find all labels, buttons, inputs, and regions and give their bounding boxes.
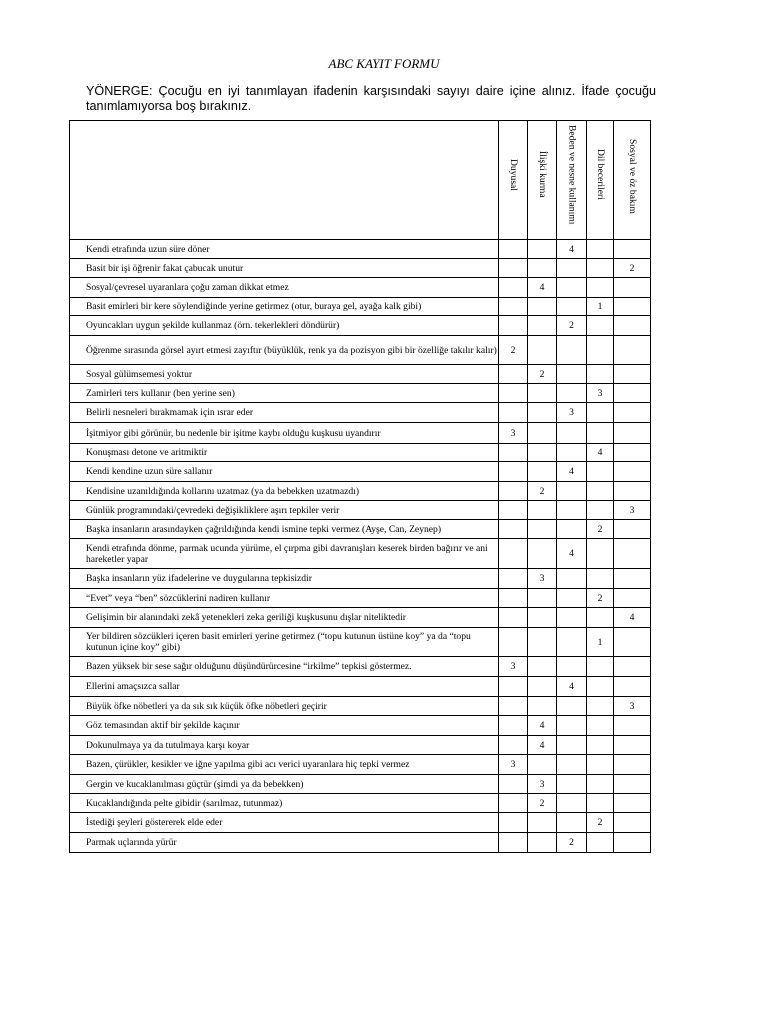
score-cell[interactable]: 4 (528, 716, 557, 736)
empty-cell (557, 736, 587, 755)
empty-cell (528, 298, 557, 316)
item-text: Bazen, çürükler, kesikler ve iğne yapılma gibi acı verici uyaranlara hiç tepki vermez (70, 755, 499, 775)
item-text: “Evet” veya “ben” sözcüklerini nadiren kullanır (70, 589, 499, 608)
empty-cell (528, 697, 557, 716)
empty-cell (499, 677, 528, 697)
empty-cell (587, 608, 614, 628)
empty-cell (587, 316, 614, 336)
table-row (70, 520, 651, 539)
item-text: Dokunulmaya ya da tutulmaya karşı koyar (70, 736, 499, 755)
column-label-beden-nesne: Beden ve nesne kullanımı (566, 125, 578, 225)
item-text: Parmak uçlarında yürür (70, 833, 499, 853)
header-sosyal-oz-bakim (614, 121, 651, 240)
empty-cell (557, 813, 587, 833)
table-row (70, 677, 651, 697)
empty-cell (587, 775, 614, 794)
item-text: Ellerini amaçsızca sallar (70, 677, 499, 697)
table-row (70, 657, 651, 677)
empty-cell (528, 501, 557, 520)
empty-cell (528, 677, 557, 697)
empty-cell (587, 403, 614, 423)
empty-cell (614, 755, 651, 775)
empty-cell (587, 716, 614, 736)
empty-cell (614, 775, 651, 794)
item-text: Kucaklandığında pelte gibidir (sarılmaz, tutunmaz) (70, 794, 499, 813)
empty-cell (499, 403, 528, 423)
empty-cell (587, 482, 614, 501)
table-row (70, 833, 651, 853)
empty-cell (499, 628, 528, 657)
item-text: Öğrenme sırasında görsel ayırt etmesi zayıftır (büyüklük, renk ya da pozisyon gibi bir özelliğe takılır kalır) (70, 336, 499, 365)
score-cell[interactable]: 3 (499, 423, 528, 444)
score-cell[interactable]: 2 (587, 520, 614, 539)
score-cell[interactable]: 3 (614, 501, 651, 520)
empty-cell (499, 775, 528, 794)
empty-cell (557, 520, 587, 539)
header-blank-cell (70, 121, 499, 240)
empty-cell (587, 423, 614, 444)
form-title: ABC KAYIT FORMU (328, 56, 440, 71)
empty-cell (614, 278, 651, 298)
item-text: Günlük programındaki/çevredeki değişikliklere aşırı tepkiler verir (70, 501, 499, 520)
empty-cell (614, 677, 651, 697)
empty-cell (587, 755, 614, 775)
empty-cell (499, 240, 528, 259)
abc-form-table (69, 120, 651, 853)
table-row (70, 403, 651, 423)
empty-cell (587, 336, 614, 365)
item-text: Kendi etrafında uzun süre döner (70, 240, 499, 259)
table-row (70, 813, 651, 833)
empty-cell (499, 539, 528, 569)
table-row (70, 608, 651, 628)
column-label-sosyal-oz-bakim: Sosyal ve öz bakım (627, 139, 638, 214)
table-row (70, 365, 651, 384)
empty-cell (587, 697, 614, 716)
empty-cell (587, 736, 614, 755)
empty-cell (528, 423, 557, 444)
header-beden-nesne (557, 121, 587, 240)
empty-cell (528, 813, 557, 833)
empty-cell (614, 240, 651, 259)
score-cell[interactable]: 1 (587, 298, 614, 316)
empty-cell (614, 833, 651, 853)
empty-cell (528, 316, 557, 336)
column-label-duyusal: Duyusal (508, 159, 519, 191)
instruction-line-1: YÖNERGE: Çocuğu en iyi tanımlayan ifadenin karşısındaki sayıyı daire içine alınız. İfade çocuğu (86, 84, 656, 98)
empty-cell (557, 444, 587, 462)
column-label-dil-becerileri: Dil becerileri (595, 149, 606, 200)
empty-cell (614, 628, 651, 657)
item-text: Kendi etrafında dönme, parmak ucunda yürüme, el çırpma gibi davranışları keserek birden bağırır ve ani hareketler yapar (70, 539, 499, 569)
empty-cell (528, 755, 557, 775)
score-cell[interactable]: 2 (614, 259, 651, 278)
empty-cell (528, 628, 557, 657)
empty-cell (587, 501, 614, 520)
empty-cell (499, 316, 528, 336)
empty-cell (557, 365, 587, 384)
empty-cell (557, 298, 587, 316)
score-cell[interactable]: 2 (499, 336, 528, 365)
empty-cell (614, 423, 651, 444)
header-duyusal (499, 121, 528, 240)
score-cell[interactable]: 1 (587, 628, 614, 657)
empty-cell (614, 736, 651, 755)
empty-cell (499, 501, 528, 520)
empty-cell (587, 657, 614, 677)
empty-cell (587, 833, 614, 853)
empty-cell (557, 501, 587, 520)
table-row (70, 697, 651, 716)
table-row (70, 716, 651, 736)
empty-cell (614, 336, 651, 365)
empty-cell (614, 813, 651, 833)
item-text: Göz temasından aktif bir şekilde kaçınır (70, 716, 499, 736)
empty-cell (499, 482, 528, 501)
item-text: Zamirleri ters kullanır (ben yerine sen) (70, 384, 499, 403)
empty-cell (614, 482, 651, 501)
score-cell[interactable]: 3 (528, 775, 557, 794)
table-row (70, 755, 651, 775)
empty-cell (499, 794, 528, 813)
empty-cell (499, 697, 528, 716)
empty-cell (557, 775, 587, 794)
item-text: Kendi kendine uzun süre sallanır (70, 462, 499, 482)
column-label-iliski-kurma: İlişki kurma (537, 151, 548, 198)
empty-cell (499, 298, 528, 316)
empty-cell (499, 736, 528, 755)
empty-cell (499, 520, 528, 539)
empty-cell (528, 657, 557, 677)
item-text: İstediği şeyleri göstererek elde eder (70, 813, 499, 833)
item-text: Sosyal gülümsemesi yoktur (70, 365, 499, 384)
table-row (70, 539, 651, 569)
table-row (70, 775, 651, 794)
instruction-line-2: tanımlamıyorsa boş bırakınız. (86, 99, 252, 113)
item-text: İşitmiyor gibi görünür, bu nedenle bir işitme kaybı olduğu kuşkusu uyandırır (70, 423, 499, 444)
empty-cell (499, 365, 528, 384)
empty-cell (499, 833, 528, 853)
item-text: Sosyal/çevresel uyaranlara çoğu zaman dikkat etmez (70, 278, 499, 298)
empty-cell (557, 697, 587, 716)
score-cell[interactable]: 2 (587, 813, 614, 833)
empty-cell (614, 794, 651, 813)
score-cell[interactable]: 4 (587, 444, 614, 462)
empty-cell (499, 384, 528, 403)
table-row (70, 278, 651, 298)
empty-cell (614, 462, 651, 482)
score-cell[interactable]: 3 (499, 657, 528, 677)
score-cell[interactable]: 3 (587, 384, 614, 403)
empty-cell (528, 444, 557, 462)
table-row (70, 336, 651, 365)
empty-cell (614, 716, 651, 736)
item-text: Kendisine uzanıldığında kollarını uzatmaz (ya da bebekken uzatmazdı) (70, 482, 499, 501)
table-row (70, 259, 651, 278)
empty-cell (557, 657, 587, 677)
table-row (70, 298, 651, 316)
empty-cell (499, 716, 528, 736)
empty-cell (499, 589, 528, 608)
empty-cell (614, 403, 651, 423)
empty-cell (528, 589, 557, 608)
table-row (70, 628, 651, 657)
table-row (70, 444, 651, 462)
instruction-text (86, 84, 656, 114)
score-cell[interactable]: 3 (614, 697, 651, 716)
empty-cell (528, 384, 557, 403)
item-text: Konuşması detone ve aritmiktir (70, 444, 499, 462)
header-row (70, 121, 651, 240)
item-text: Gergin ve kucaklanılması güçtür (şimdi ya da bebekken) (70, 775, 499, 794)
score-cell[interactable]: 3 (528, 569, 557, 589)
item-text: Bazen yüksek bir sese sağır olduğunu düşündürürcesine “irkilme” tepkisi göstermez. (70, 657, 499, 677)
score-cell[interactable]: 4 (557, 539, 587, 569)
empty-cell (587, 539, 614, 569)
empty-cell (499, 462, 528, 482)
score-cell[interactable]: 4 (557, 462, 587, 482)
header-dil-becerileri (587, 121, 614, 240)
empty-cell (557, 569, 587, 589)
score-cell[interactable]: 2 (528, 482, 557, 501)
table-row (70, 240, 651, 259)
item-text: Gelişimin bir alanındaki zekâ yetenekleri zeka geriliği kuşkusunu dışlar niteliktedir (70, 608, 499, 628)
table-row (70, 794, 651, 813)
empty-cell (557, 628, 587, 657)
empty-cell (614, 316, 651, 336)
empty-cell (557, 423, 587, 444)
score-cell[interactable]: 2 (557, 316, 587, 336)
empty-cell (587, 240, 614, 259)
score-cell[interactable]: 2 (528, 794, 557, 813)
empty-cell (557, 278, 587, 298)
empty-cell (528, 520, 557, 539)
score-cell[interactable]: 4 (528, 278, 557, 298)
table-row (70, 423, 651, 444)
empty-cell (528, 462, 557, 482)
item-text: Yer bildiren sözcükleri içeren basit emirleri yerine getirmez (“topu kutunun üstüne koy” ya da “topu kutunun içine koy” gibi) (70, 628, 499, 657)
empty-cell (528, 403, 557, 423)
score-cell[interactable]: 4 (557, 240, 587, 259)
empty-cell (557, 589, 587, 608)
table-row (70, 569, 651, 589)
empty-cell (557, 794, 587, 813)
score-cell[interactable]: 2 (557, 833, 587, 853)
empty-cell (557, 482, 587, 501)
empty-cell (614, 365, 651, 384)
item-text: Basit emirleri bir kere söylendiğinde yerine getirmez (otur, buraya gel, ayağa kalk gibi) (70, 298, 499, 316)
empty-cell (499, 278, 528, 298)
empty-cell (557, 259, 587, 278)
table-row (70, 501, 651, 520)
score-cell[interactable]: 2 (587, 589, 614, 608)
empty-cell (587, 794, 614, 813)
empty-cell (614, 569, 651, 589)
empty-cell (557, 755, 587, 775)
empty-cell (614, 444, 651, 462)
score-cell[interactable]: 3 (499, 755, 528, 775)
empty-cell (528, 608, 557, 628)
empty-cell (528, 833, 557, 853)
item-text: Basit bir işi öğrenir fakat çabucak unutur (70, 259, 499, 278)
empty-cell (587, 278, 614, 298)
empty-cell (499, 259, 528, 278)
empty-cell (528, 240, 557, 259)
table-row (70, 384, 651, 403)
empty-cell (614, 539, 651, 569)
score-cell[interactable]: 4 (557, 677, 587, 697)
empty-cell (528, 336, 557, 365)
empty-cell (499, 444, 528, 462)
empty-cell (528, 539, 557, 569)
empty-cell (614, 657, 651, 677)
score-cell[interactable]: 4 (614, 608, 651, 628)
score-cell[interactable]: 4 (528, 736, 557, 755)
empty-cell (614, 298, 651, 316)
empty-cell (499, 608, 528, 628)
item-text: Belirli nesneleri bırakmamak için ısrar eder (70, 403, 499, 423)
empty-cell (557, 336, 587, 365)
score-cell[interactable]: 3 (557, 403, 587, 423)
item-text: Büyük öfke nöbetleri ya da sık sık küçük öfke nöbetleri geçirir (70, 697, 499, 716)
empty-cell (557, 384, 587, 403)
empty-cell (587, 365, 614, 384)
table-row (70, 482, 651, 501)
item-text: Başka insanların arasındayken çağrıldığında kendi ismine tepki vermez (Ayşe, Can, Zeynep) (70, 520, 499, 539)
score-cell[interactable]: 2 (528, 365, 557, 384)
item-text: Başka insanların yüz ifadelerine ve duygularına tepkisizdir (70, 569, 499, 589)
empty-cell (587, 677, 614, 697)
header-iliski-kurma (528, 121, 557, 240)
empty-cell (614, 384, 651, 403)
empty-cell (614, 589, 651, 608)
empty-cell (499, 813, 528, 833)
empty-cell (557, 608, 587, 628)
empty-cell (557, 716, 587, 736)
empty-cell (587, 462, 614, 482)
table-row (70, 589, 651, 608)
empty-cell (587, 259, 614, 278)
empty-cell (614, 520, 651, 539)
empty-cell (528, 259, 557, 278)
empty-cell (587, 569, 614, 589)
empty-cell (499, 569, 528, 589)
item-text: Oyuncakları uygun şekilde kullanmaz (örn. tekerlekleri döndürür) (70, 316, 499, 336)
table-row (70, 462, 651, 482)
table-row (70, 736, 651, 755)
table-row (70, 316, 651, 336)
